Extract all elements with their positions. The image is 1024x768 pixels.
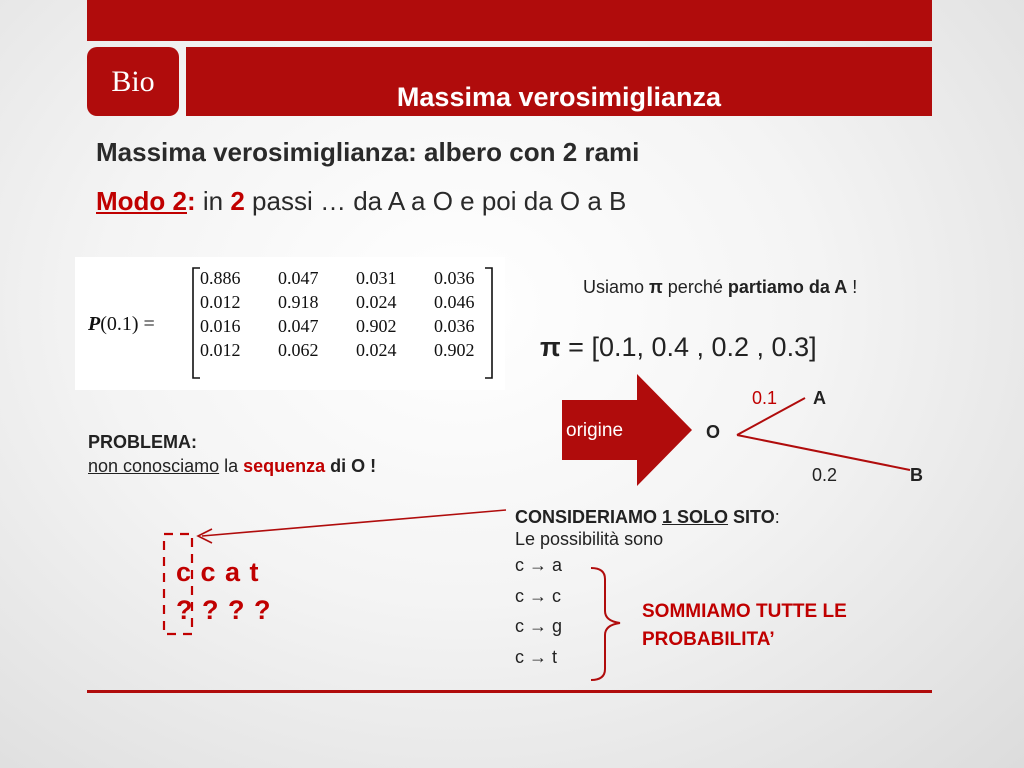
modo-text-a: in <box>195 186 231 216</box>
transition-to: g <box>552 616 563 636</box>
matrix-cell: 0.902 <box>434 340 475 360</box>
pi-symbol: π <box>540 332 561 362</box>
matrix-label-p: P <box>88 313 101 335</box>
bio-badge <box>87 47 179 116</box>
transition-item <box>515 550 780 581</box>
problema-b: la <box>219 456 244 476</box>
bio-badge-text: Bio <box>111 64 155 98</box>
cons-d: : <box>774 507 780 527</box>
problema-c: sequenza <box>243 456 326 476</box>
edge-weight-a: 0.1 <box>752 388 778 408</box>
matrix-cell: 0.012 <box>200 340 241 360</box>
cons-b: 1 SOLO <box>662 507 729 527</box>
matrix-table <box>200 268 512 364</box>
consideriamo-intro: Le possibilità sono <box>515 529 664 549</box>
matrix-cell: 0.024 <box>356 292 397 312</box>
problema-block <box>88 430 376 478</box>
sequence-unknown: ? ? ? ? <box>176 595 272 625</box>
matrix-cell: 0.024 <box>356 340 397 360</box>
arrow-right-icon: → <box>529 646 548 667</box>
matrix-label-rest: (0.1) = <box>100 313 155 335</box>
matrix-row <box>200 316 512 340</box>
modo-text-b: passi … da A a O e poi da O a B <box>244 186 627 216</box>
pi-values: = [0.1, 0.4 , 0.2 , 0.3] <box>560 332 817 362</box>
section-heading: Massima verosimiglianza: albero con 2 rami <box>96 137 640 167</box>
slide-title: Massima verosimiglianza <box>396 82 722 112</box>
usiamo-b: perché <box>662 277 728 297</box>
matrix-cell: 0.918 <box>278 292 319 312</box>
usiamo-note <box>583 277 857 298</box>
problema-a: non conosciamo <box>88 456 220 476</box>
matrix-cell: 0.047 <box>278 316 319 336</box>
sommiamo-note <box>642 598 847 654</box>
matrix-cell: 0.886 <box>200 268 241 288</box>
edge-weight-b: 0.2 <box>812 465 838 485</box>
problema-d: di O ! <box>325 456 377 476</box>
sommiamo-line1: SOMMIAMO TUTTE LE <box>642 601 847 622</box>
origin-label: origine <box>566 420 624 441</box>
usiamo-a: Usiamo <box>583 277 650 297</box>
matrix-row <box>200 268 512 292</box>
transition-from: c <box>515 646 524 667</box>
transition-from: c <box>515 616 524 636</box>
problema-title: PROBLEMA: <box>88 432 197 452</box>
usiamo-c: partiamo da A <box>727 277 848 297</box>
matrix-row <box>200 292 512 316</box>
matrix-cell: 0.047 <box>278 268 319 288</box>
pi-vector <box>540 332 817 363</box>
matrix-cell: 0.031 <box>356 268 397 288</box>
consideriamo-title <box>515 506 780 528</box>
bottom-divider <box>87 690 932 693</box>
modo-line <box>96 186 626 217</box>
sequence-block <box>176 553 271 629</box>
transition-from: c <box>515 555 524 575</box>
matrix-cell: 0.012 <box>200 292 241 312</box>
sequence-known: c c a t <box>176 557 260 587</box>
modo-label: Modo 2 <box>96 186 187 216</box>
matrix-cell: 0.902 <box>356 316 397 336</box>
node-b: B <box>910 465 923 485</box>
transition-to: t <box>552 646 558 667</box>
arrow-right-icon: → <box>529 616 548 636</box>
pointer-arrow <box>190 505 510 545</box>
matrix-cell: 0.036 <box>434 316 475 336</box>
cons-c: SITO <box>728 507 775 527</box>
curly-brace <box>588 565 638 685</box>
arrow-right-icon: → <box>529 555 548 575</box>
matrix-label <box>88 313 155 336</box>
problema-text <box>88 454 376 478</box>
modo-steps: 2 <box>230 186 245 216</box>
matrix-cell: 0.062 <box>278 340 319 360</box>
node-o: O <box>706 422 721 442</box>
matrix-cell: 0.016 <box>200 316 241 336</box>
matrix-row <box>200 340 512 364</box>
transition-to: c <box>552 585 562 606</box>
node-a: A <box>813 388 826 408</box>
top-banner <box>87 0 932 41</box>
arrow-right-icon: → <box>529 585 548 606</box>
usiamo-d: ! <box>847 277 858 297</box>
matrix-cell: 0.036 <box>434 268 475 288</box>
matrix-cell: 0.046 <box>434 292 475 312</box>
usiamo-pi: π <box>649 277 663 297</box>
cons-a: CONSIDERIAMO <box>515 507 663 527</box>
sommiamo-line2: PROBABILITA’ <box>642 629 775 650</box>
transition-from: c <box>515 585 524 606</box>
modo-colon: : <box>187 186 196 216</box>
transition-to: a <box>552 555 563 575</box>
